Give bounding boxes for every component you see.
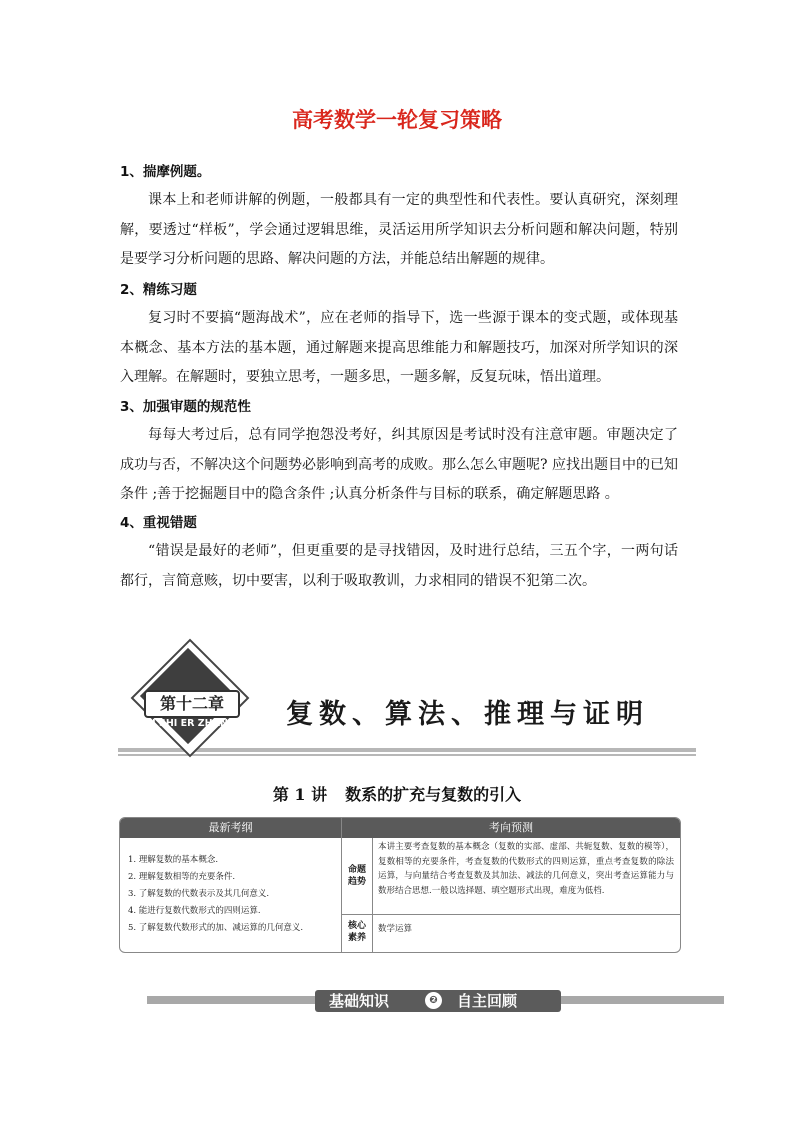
section-4 bbox=[120, 513, 678, 596]
core-text: 数学运算 bbox=[378, 924, 413, 934]
lecture-number: 第 1 讲 bbox=[272, 785, 328, 804]
section-heading: 3、加强审题的规范性 bbox=[120, 399, 251, 415]
exam-outline-table bbox=[119, 817, 681, 953]
chapter-label: 第十二章 bbox=[144, 690, 240, 718]
section-1 bbox=[120, 162, 678, 275]
list-item: 1. 理解复数的基本概念. bbox=[128, 855, 219, 865]
chapter-banner bbox=[118, 650, 696, 776]
section-body: “错误是最好的老师”，但更重要的是寻找错因，及时进行总结，三五个字，一两句话都行，言简意赅，切中要害，以利于吸取教训，力求相同的错误不犯第二次。 bbox=[120, 543, 678, 589]
section-2 bbox=[120, 280, 678, 393]
list-item: 5. 了解复数代数形式的加、减运算的几何意义. bbox=[128, 923, 304, 933]
lecture-title: 数系的扩充与复数的引入 bbox=[345, 785, 522, 804]
outline-list bbox=[128, 852, 338, 937]
section-heading: 2、精练习题 bbox=[120, 282, 197, 298]
section-body: 每每大考过后，总有同学抱怨没考好，纠其原因是考试时没有注意审题。审题决定了成功与否，不解决这个问题势必影响到高考的成败。那么怎么审题呢? 应找出题目中的已知条件 ;善于挖掘题目中的隐含条件 ;认真分析条件与目标的联系，确定解题思路 。 bbox=[120, 427, 678, 502]
section-bar bbox=[147, 990, 724, 1014]
section-body: 课本上和老师讲解的例题，一般都具有一定的典型性和代表性。要认真研究，深刻理解，要透过“样板”，学会通过逻辑思维，灵活运用所学知识去分析问题和解决问题，特别是要学习分析问题的思路、解决问题的方法，并能总结出解题的规律。 bbox=[120, 192, 678, 267]
section-body: 复习时不要搞“题海战术”，应在老师的指导下，选一些源于课本的变式题，或体现基本概念、基本方法的基本题，通过解题来提高思维能力和解题技巧，加深对所学知识的深入理解。在解题时，要独立思考，一题多思，一题多解，反复玩味，悟出道理。 bbox=[120, 310, 678, 385]
trend-text: 本讲主要考查复数的基本概念（复数的实部、虚部、共轭复数、复数的模等），复数相等的充要条件，考查复数的代数形式的四则运算，重点考查复数的除法运算，与向量结合考查复数及其加法、减法的几何意义，突出考查运算能力与数形结合思想.一般以选择题、填空题形式出现，难度为低档. bbox=[378, 842, 674, 896]
banner-rule bbox=[118, 754, 696, 756]
list-item: 3. 了解复数的代数表示及其几何意义. bbox=[128, 889, 270, 899]
section-bar-label bbox=[315, 990, 561, 1012]
document-title: 高考数学一轮复习策略 bbox=[292, 108, 502, 132]
bar-right-text: 自主回顾 bbox=[457, 992, 518, 1010]
table-header-outline: 最新考纲 bbox=[120, 818, 341, 838]
list-item: 4. 能进行复数代数形式的四则运算. bbox=[128, 906, 261, 916]
section-heading: 4、重视错题 bbox=[120, 515, 197, 531]
chapter-title: 复数、算法、推理与证明 bbox=[286, 699, 649, 730]
section-3 bbox=[120, 397, 678, 510]
banner-rule bbox=[118, 748, 696, 752]
chapter-pinyin: DI SHI ER ZHANG bbox=[144, 718, 236, 729]
number-two-icon: ❷ bbox=[425, 992, 442, 1009]
lecture-heading bbox=[0, 782, 794, 805]
core-label: 核心 素养 bbox=[347, 921, 366, 943]
trend-label: 命题 趋势 bbox=[347, 865, 366, 887]
section-heading: 1、揣摩例题。 bbox=[120, 164, 211, 180]
bar-left-text: 基础知识 bbox=[329, 992, 390, 1010]
table-header-trend: 考向预测 bbox=[342, 818, 680, 838]
list-item: 2. 理解复数相等的充要条件. bbox=[128, 872, 236, 882]
